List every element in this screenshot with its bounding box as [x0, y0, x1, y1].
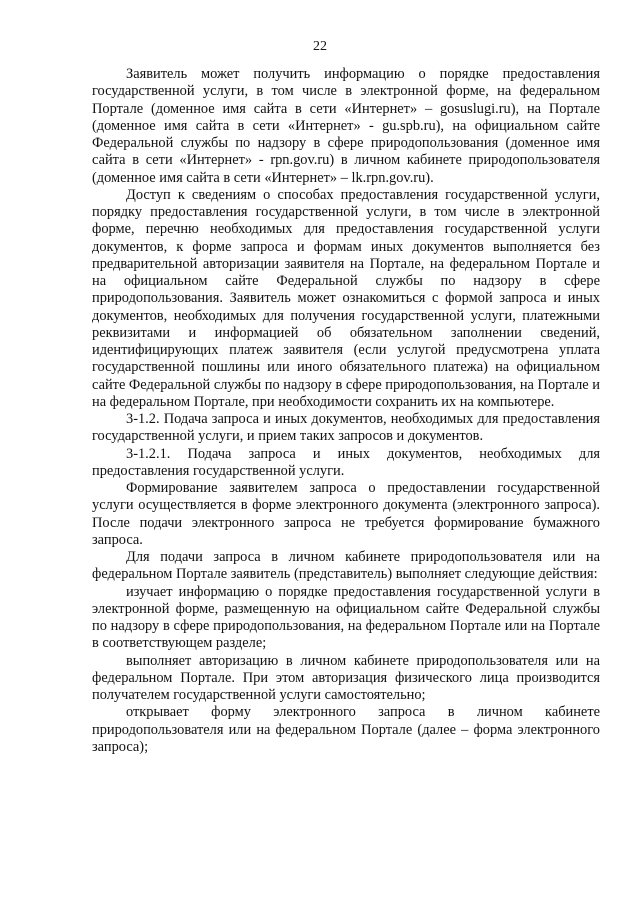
- section-heading-3-1-2: 3-1.2. Подача запроса и иных документов, необходимых для предоставления государственной услуги, и прием таких запросов и документов.: [92, 411, 600, 445]
- list-item-study-info: изучает информацию о порядке предоставления государственной услуги в электронной форме, размещенную на официальном сайте Федеральной службы по надзору в сфере природопользования, на федеральном Портале или на Портале в соответствующем разделе;: [92, 583, 600, 652]
- paragraph-electronic-request: Формирование заявителем запроса о предоставлении государственной услуги осуществляется в форме электронного документа (электронного запроса). После подачи электронного запроса не требуется формирование бумажного запроса.: [92, 480, 600, 548]
- list-item-authorization: выполняет авторизацию в личном кабинете природопользователя или на федеральном Портале. При этом авторизация физического лица производится получателем государственной услуги самостоятельно;: [92, 652, 600, 703]
- list-item-open-form: открывает форму электронного запроса в личном кабинете природопользователя или на федеральном Портале (далее – форма электронного запроса);: [92, 704, 600, 755]
- section-heading-3-1-2-1: 3-1.2.1. Подача запроса и иных документов, необходимых для предоставления государственной услуги.: [92, 445, 600, 479]
- page-number: 22: [313, 39, 327, 54]
- paragraph-info-access: Заявитель может получить информацию о порядке предоставления государственной услуги, в том числе в электронной форме, на федеральном Портале (доменное имя сайта в сети «Интернет» – gosuslugi.ru), на Портале (доменное имя сайта в сети «Интернет» - gu.spb.ru), на официальном сайте Федеральной службы по надзору в сфере природопользования (доменное имя сайта в сети «Интернет» - rpn.gov.ru) в личном кабинете природопользователя (доменное имя сайта в сети «Интернет» – lk.rpn.gov.ru).: [92, 66, 600, 186]
- paragraph-submission-steps-intro: Для подачи запроса в личном кабинете природопользователя или на федеральном Портале заявитель (представитель) выполняет следующие действия:: [92, 549, 600, 583]
- paragraph-access-without-auth: Доступ к сведениям о способах предоставления государственной услуги, порядку предоставления государственной услуги, в том числе в электронной форме, перечню необходимых для предоставления государственной услуги документов, к форме запроса и формам иных документов выполняется без предварительной авторизации заявителя на Портале, на федеральном Портале и на официальном сайте Федеральной службы по надзору в сфере природопользования. Заявитель может ознакомиться с формой запроса и иных документов, необходимых для получения государственной услуги, платежными реквизитами и информацией об обязательном заполнении сведений, идентифицирующих платеж заявителя (если услугой предусмотрена уплата государственной пошлины или иного обязательного платежа) на официальном сайте Федеральной службы по надзору в сфере природопользования, на Портале и на федеральном Портале, при необходимости сохранить их на компьютере.: [92, 186, 600, 410]
- document-body: [92, 66, 600, 756]
